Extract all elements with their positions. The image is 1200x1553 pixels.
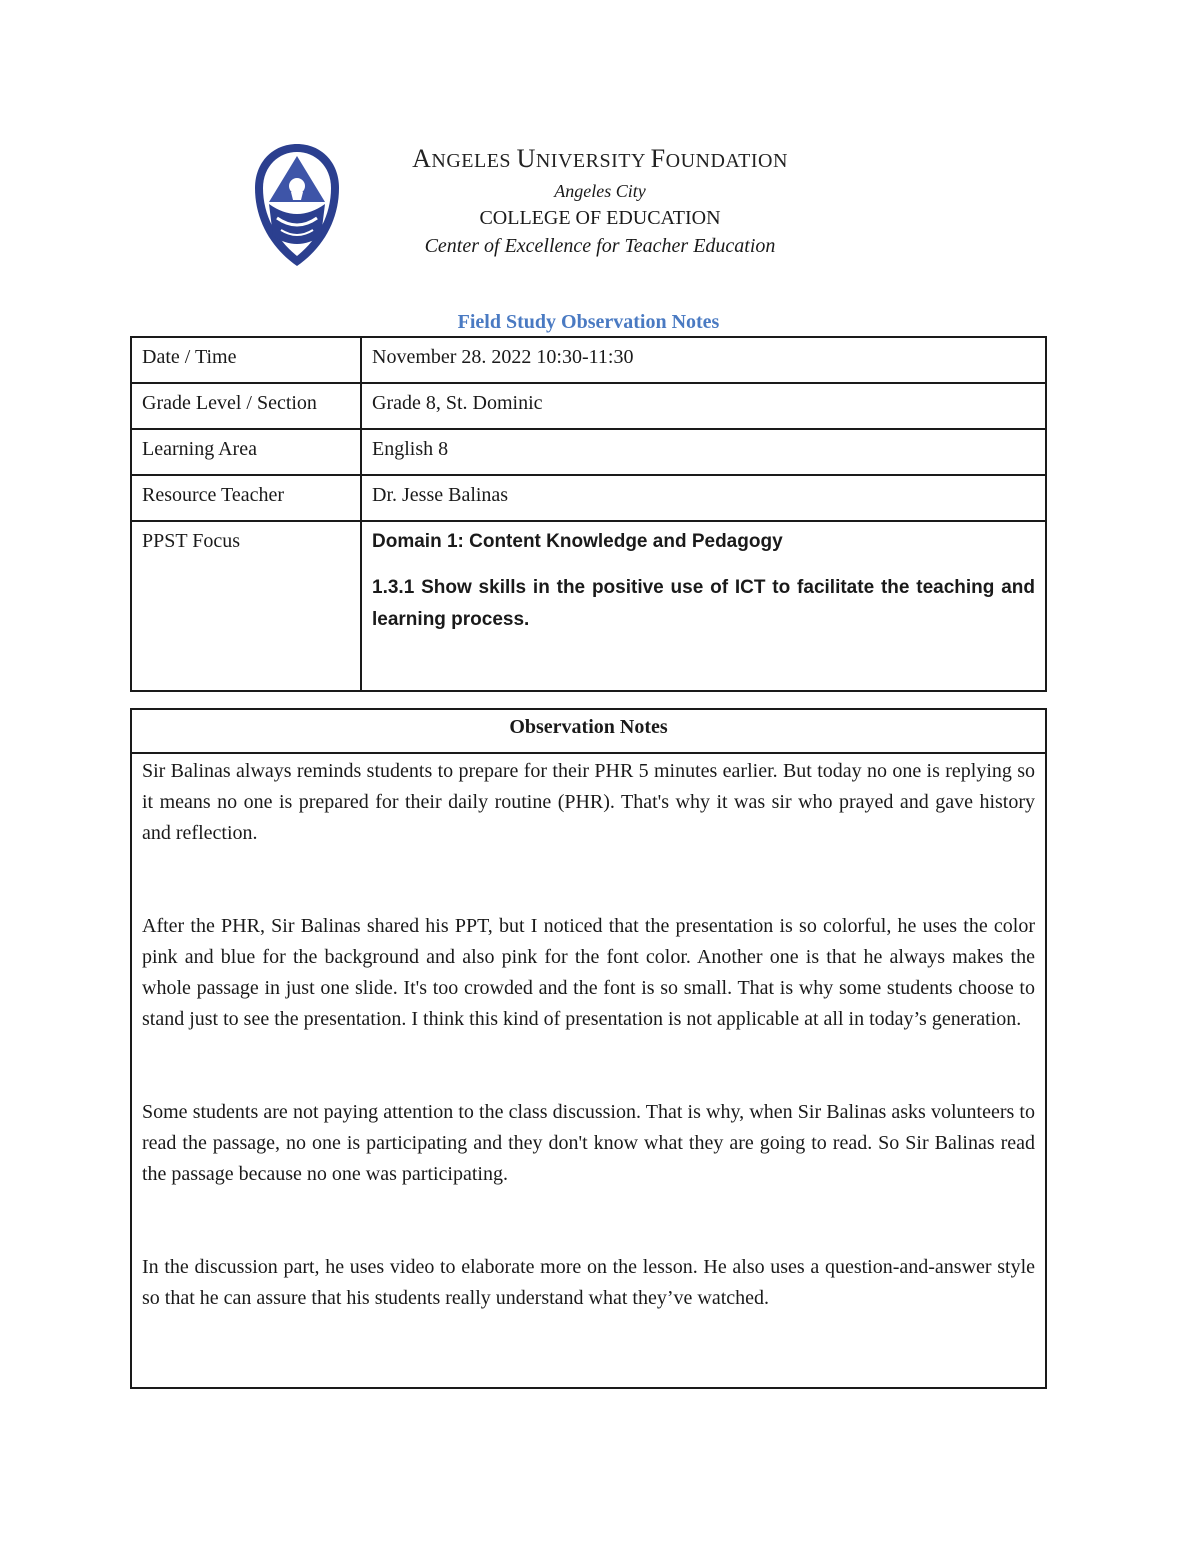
row-value: English 8 — [361, 429, 1046, 475]
focus-indicator: 1.3.1 Show skills in the positive use of ICT to facilitate the teaching and learning process. — [372, 577, 1035, 630]
observation-paragraph: After the PHR, Sir Balinas shared his PPT, but I noticed that the presentation is so colorful, he uses the color pink and blue for the background and also pink for the font color. Another one is that he always makes the whole passage in just one slide. It's too crowded and the font is so small. That is why some students choose to stand just to see the presentation. I think this kind of presentation is not applicable at all in today’s generation. — [142, 915, 1035, 1030]
letterhead — [340, 142, 860, 260]
row-value: November 28. 2022 10:30-11:30 — [361, 337, 1046, 383]
observation-paragraph: In the discussion part, he uses video to elaborate more on the lesson. He also uses a question-and-answer style so that he can assure that his students really understand what they’ve watched. — [142, 1256, 1035, 1309]
observation-paragraph: Some students are not paying attention to the class discussion. That is why, when Sir Balinas asks volunteers to read the passage, no one is participating and they don't know what they are going to read. So Sir Balinas read the passage because no one was participating. — [142, 1101, 1035, 1185]
row-label: Date / Time — [131, 337, 361, 383]
observation-heading: Observation Notes — [132, 710, 1045, 754]
center-tagline: Center of Excellence for Teacher Education — [424, 235, 776, 257]
observation-body — [132, 754, 1045, 1314]
college-name: COLLEGE OF EDUCATION — [479, 207, 721, 229]
table-row — [131, 383, 1046, 429]
observation-notes-box — [130, 708, 1047, 1389]
table-row — [131, 521, 1046, 691]
row-value: Grade 8, St. Dominic — [361, 383, 1046, 429]
row-label: Grade Level / Section — [131, 383, 361, 429]
university-name: ANGELES UNIVERSITY FOUNDATION — [412, 144, 788, 173]
table-row — [131, 337, 1046, 383]
info-table — [130, 336, 1047, 692]
table-row — [131, 475, 1046, 521]
observation-paragraph: Sir Balinas always reminds students to prepare for their PHR 5 minutes earlier. But today no one is replying so it means no one is prepared for their daily routine (PHR). That's why it was sir who prayed and gave history and reflection. — [142, 760, 1035, 844]
row-value — [361, 521, 1046, 691]
university-seal-icon — [251, 140, 343, 270]
row-label: Learning Area — [131, 429, 361, 475]
focus-domain: Domain 1: Content Knowledge and Pedagogy — [372, 531, 783, 552]
row-label: PPST Focus — [131, 521, 361, 691]
city: Angeles City — [554, 181, 646, 201]
row-label: Resource Teacher — [131, 475, 361, 521]
table-row — [131, 429, 1046, 475]
form-title: Field Study Observation Notes — [457, 311, 720, 333]
row-value: Dr. Jesse Balinas — [361, 475, 1046, 521]
